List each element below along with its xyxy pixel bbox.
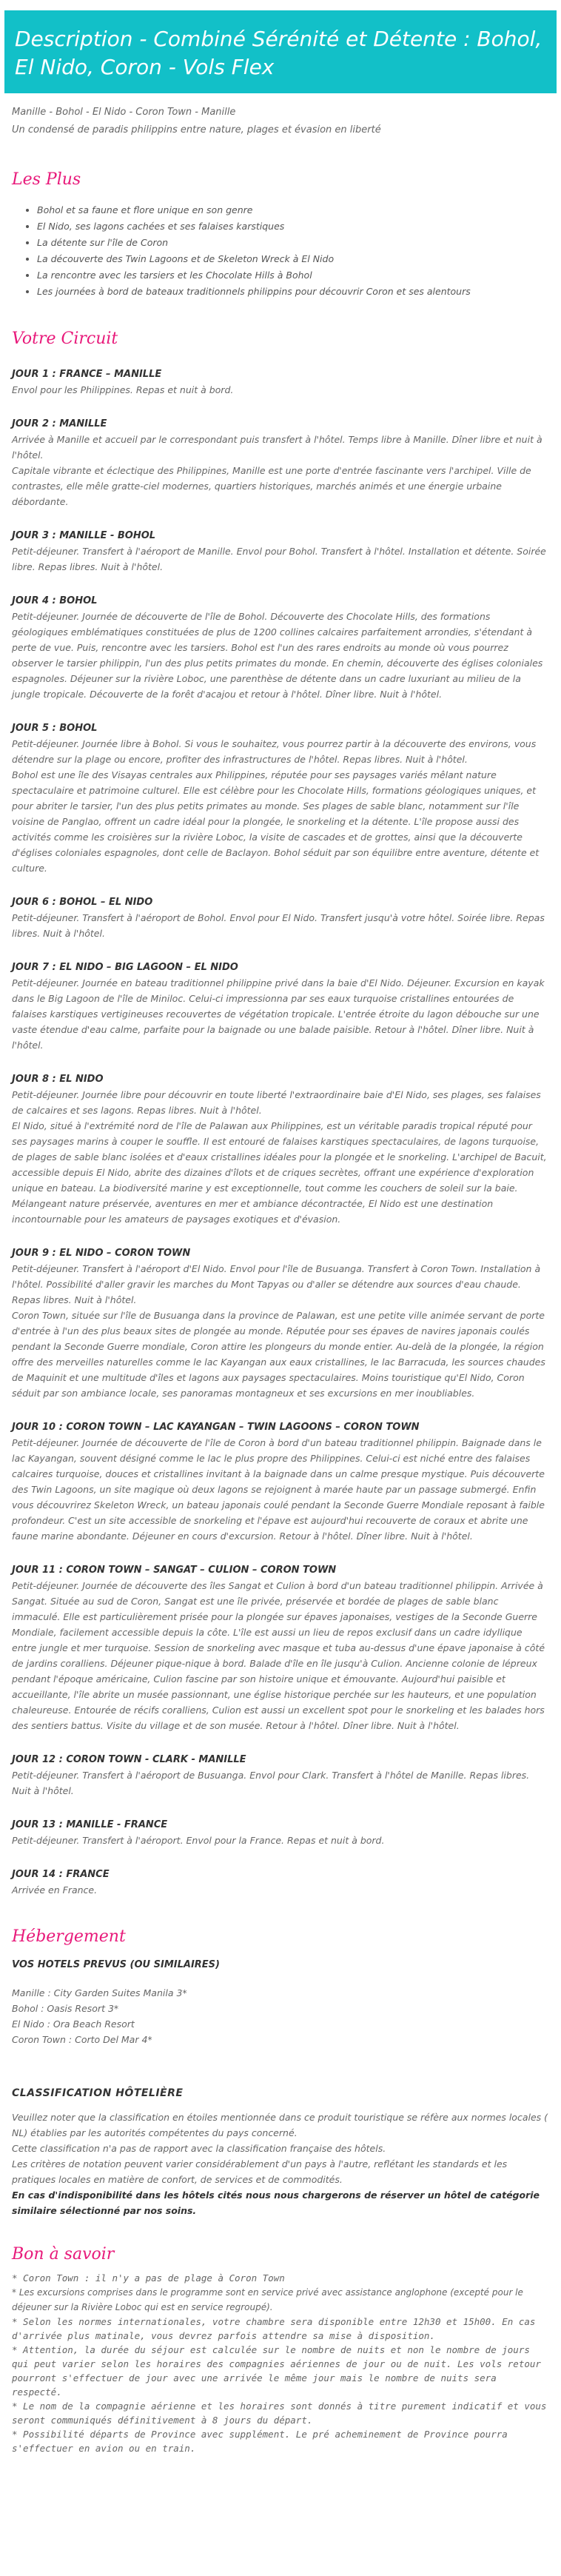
day-block — [12, 1246, 549, 1401]
plus-list — [12, 202, 549, 300]
day-title: JOUR 4 : BOHOL — [12, 595, 98, 606]
day-title: JOUR 6 : BOHOL – EL NIDO — [12, 897, 153, 908]
day-description: Arrivée en France. — [12, 1884, 98, 1896]
plus-item: • Bohol et sa faune et flore unique en son genre — [37, 202, 549, 218]
day-block — [12, 1818, 549, 1848]
day-block — [12, 895, 549, 941]
bon-a-savoir-notes — [12, 2271, 549, 2455]
classification-heading: CLASSIFICATION HÔTELIÈRE — [12, 2087, 184, 2099]
day-title: JOUR 8 : EL NIDO — [12, 1074, 104, 1085]
day-title: JOUR 3 : MANILLE - BOHOL — [12, 530, 156, 541]
day-description: Petit-déjeuner. Journée de découverte de l'île de Bohol. Découverte des Chocolate Hills, des formations géologiques emblématiques constituées de plus de 1200 collines calcaires parfaitement arrondies, s'étendant à perte de vue. Puis, rencontre avec les tarsiers. Bohol est l'un des rares endroits au monde où vous pourrez observer le tarsier philippin, l'un des plus petits primates du monde. En chemin, découverte des églises coloniales espagnoles. Déjeuner sur la rivière Loboc, une parenthèse de détente dans un cadre luxuriant au milieu de la jungle tropicale. Découverte de la forêt d'acajou et retour à l'hôtel. Dîner libre. Nuit à l'hôtel. — [12, 611, 543, 700]
day-block — [12, 1563, 549, 1733]
day-title: JOUR 2 : MANILLE — [12, 418, 107, 429]
plus-item: • El Nido, ses lagons cachées et ses falaises karstiques — [37, 218, 549, 235]
day-description: Petit-déjeuner. Journée de découverte des îles Sangat et Culion à bord d'un bateau traditionnel philippin. Arrivée à Sangat. Située au sud de Coron, Sangat est une île privée, préservée et bordée de plages de sable blanc immaculé. Elle est particulièrement prisée pour la plongée sur épaves japonaises, vestiges de la Seconde Guerre Mondiale, facilement accessible depuis la côte. L'île est aussi un lieu de repos exclusif dans un cadre idyllique entre jungle et mer turquoise. Session de snorkeling avec masque et tuba au-dessus d'une épave japonaise à côté de jardins coralliens. Déjeuner pique-nique à bord. Balade d'île en île jusqu'à Culion. Ancienne colonie de lépreux pendant l'époque américaine, Culion fascine par son histoire unique et émouvante. Aujourd'hui paisible et accueillante, l'île abrite un musée passionnant, une église historique perchée sur les hauteurs, et une population chaleureuse. Entourée de récifs coralliens, Culion est aussi un excellent spot pour le snorkeling et les balades hors des sentiers battus. Visite du village et de son musée. Retour à l'hôtel. Dîner libre. Nuit à l'hôtel. — [12, 1580, 545, 1731]
classification-paragraph: Les critères de notation peuvent varier considérablement d'un pays à l'autre, reflétant les standards et les pratiques locales en matière de confort, de services et de commodités. — [12, 2158, 508, 2185]
classification-note: En cas d'indisponibilité dans les hôtels cités nous nous chargerons de réserver un hôtel de catégorie similaire sélectionné par nos soins. — [12, 2189, 540, 2216]
day-description: Petit-déjeuner. Transfert à l'aéroport de Bohol. Envol pour El Nido. Transfert jusqu'à votre hôtel. Soirée libre. Repas libres. Nuit à l'hôtel. — [12, 912, 545, 939]
day-description: Petit-déjeuner. Journée de découverte de l'île de Coron à bord d'un bateau traditionnel philippin. Baignade dans le lac Kayangan, souvent désigné comme le lac le plus propre des Philippines. Celui-ci est niché entre des falaises calcaires turquoise, douces et cristallines invitant à la baignade dans un calme presque mystique. Puis découverte des Twin Lagoons, un site magique où deux lagons se rejoignent à marée haute par un passage submergé. Enfin vous découvrirez Skeleton Wreck, un bateau japonais coulé pendant la Seconde Guerre Mondiale reposant à faible profondeur. C'est un site accessible de snorkeling et l'épave est aujourd'hui recouverte de coraux et abrite une faune marine abondante. Déjeuner en cours d'excursion. Retour à l'hôtel. Dîner libre. Nuit à l'hôtel. — [12, 1437, 545, 1542]
main-content — [0, 105, 561, 2463]
day-title: JOUR 1 : FRANCE – MANILLE — [12, 369, 162, 380]
bon-a-savoir-heading: Bon à savoir — [12, 2245, 115, 2264]
day-description: Petit-déjeuner. Journée libre pour découvrir en toute liberté l'extraordinaire baie d'El Nido, ses plages, ses falaises de calcaires et ses lagons. Repas libres. Nuit à l'hôtel. — [12, 1089, 541, 1116]
day-block — [12, 1867, 549, 1898]
note-item: * Coron Town : il n'y a pas de plage à Coron Town — [12, 2272, 285, 2284]
hotel-line: El Nido : Ora Beach Resort — [12, 2018, 135, 2030]
classification-paragraph: Veuillez noter que la classification en étoiles mentionnée dans ce produit touristique se réfère aux normes locales ( NL) établies par les autorités compétentes du pays concerné. — [12, 2112, 548, 2138]
hotel-line: Coron Town : Corto Del Mar 4* — [12, 2034, 152, 2045]
day-description: Petit-déjeuner. Transfert à l'aéroport de Manille. Envol pour Bohol. Transfert à l'hôtel. Installation et détente. Soirée libre. Repas libres. Nuit à l'hôtel. — [12, 546, 546, 572]
page-title: Description - Combiné Sérénité et Détente : Bohol, El Nido, Coron - Vols Flex — [15, 27, 542, 79]
hotel-line: Bohol : Oasis Resort 3* — [12, 2003, 119, 2014]
itinerary — [12, 367, 549, 1898]
hotel-line: Manille : City Garden Suites Manila 3* — [12, 1987, 187, 1998]
plus-item: • La rencontre avec les tarsiers et les Chocolate Hills à Bohol — [37, 267, 549, 284]
note-item: * Selon les normes internationales, votre chambre sera disponible entre 12h30 et 15h00. En cas d'arrivée plus matinale, vous devrez parfois attendre sa mise à disposition. — [12, 2316, 536, 2341]
day-description: El Nido, situé à l'extrémité nord de l'île de Palawan aux Philippines, est un véritable paradis tropical réputé pour ses paysages marins à couper le souffle. Il est entouré de falaises karstiques spectaculaires, de lagons turquoise, de plages de sable blanc isolées et d'eaux cristallines idéales pour la plongée et le snorkeling. L'archipel de Bacuit, accessible depuis El Nido, abrite des dizaines d'îlots et de criques secrètes, offrant une expérience d'exploration unique en bateau. La biodiversité marine y est exceptionnelle, tout comme les couchers de soleil sur la baie. Mélangeant nature préservée, aventures en mer et ambiance décontractée, El Nido est une destination incontournable pour les amateurs de paysages exotiques et d'évasion. — [12, 1120, 547, 1225]
day-title: JOUR 5 : BOHOL — [12, 723, 98, 734]
day-description: Petit-déjeuner. Transfert à l'aéroport. Envol pour la France. Repas et nuit à bord. — [12, 1835, 385, 1846]
day-description: Capitale vibrante et éclectique des Philippines, Manille est une porte d'entrée fascinante vers l'archipel. Ville de contrastes, elle mêle gratte-ciel modernes, quartiers historiques, marchés animés et une énergie urbaine débordante. — [12, 465, 531, 507]
day-description: Petit-déjeuner. Transfert à l'aéroport de Busuanga. Envol pour Clark. Transfert à l'hôtel de Manille. Repas libres. Nuit à l'hôtel. — [12, 1770, 530, 1796]
note-item: * Le nom de la compagnie aérienne et les horaires sont donnés à titre purement indicatif et vous seront communiqués définitivement à 8 jours du départ. — [12, 2401, 547, 2426]
note-item: * Les excursions comprises dans le programme sont en service privé avec assistance anglophone (excepté pour le déjeuner sur la Rivière Loboc qui est en service regroupé). — [12, 2287, 523, 2312]
day-block — [12, 594, 549, 702]
page — [0, 10, 561, 2463]
day-block — [12, 1753, 549, 1799]
day-block — [12, 1072, 549, 1227]
day-title: JOUR 7 : EL NIDO – BIG LAGOON – EL NIDO — [12, 962, 238, 973]
circuit-heading: Votre Circuit — [12, 329, 118, 348]
day-description: Bohol est une île des Visayas centrales aux Philippines, réputée pour ses paysages variés mêlant nature spectaculaire et patrimoine culturel. Elle est célèbre pour les Chocolate Hills, formations géologiques uniques, et pour abriter le tarsier, l'un des plus petits primates au monde. Ses plages de sable blanc, notamment sur l'île voisine de Panglao, offrent un cadre idéal pour la plongée, le snorkeling et la détente. L'île propose aussi des activités comme les croisières sur la rivière Loboc, la visite de cascades et de grottes, ainsi que la découverte d'églises coloniales espagnoles, dont celle de Baclayon. Bohol séduit par son équilibre entre aventure, détente et culture. — [12, 769, 540, 874]
hebergement-heading: Hébergement — [12, 1927, 126, 1946]
classification-text — [12, 2110, 549, 2187]
day-title: JOUR 9 : EL NIDO – CORON TOWN — [12, 1248, 191, 1259]
day-description: Coron Town, située sur l'île de Busuanga dans la province de Palawan, est une petite ville animée servant de porte d'entrée à l'un des plus beaux sites de plongée au monde. Réputée pour ses épaves de navires japonais coulés pendant la Seconde Guerre mondiale, Coron attire les plongeurs du monde entier. Au-delà de la plongée, la région offre des merveilles naturelles comme le lac Kayangan aux eaux cristallines, le lac Barracuda, les sources chaudes de Maquinit et une multitude d'îles et lagons aux paysages spectaculaires. Moins touristique qu'El Nido, Coron séduit par son ambiance locale, ses panoramas montagneux et ses excursions en mer inoubliables. — [12, 1310, 545, 1399]
day-block — [12, 417, 549, 509]
day-title: JOUR 12 : CORON TOWN - CLARK - MANILLE — [12, 1754, 246, 1765]
classification-paragraph: Cette classification n'a pas de rapport avec la classification française des hôtels. — [12, 2143, 386, 2154]
day-description: Petit-déjeuner. Transfert à l'aéroport d'El Nido. Envol pour l'île de Busuanga. Transfert à Coron Town. Installation à l'hôtel. Possibilité d'aller gravir les marches du Mont Tapyas ou d'aller se détendre aux sources d'eau chaude. Repas libres. Nuit à l'hôtel. — [12, 1263, 541, 1305]
title-banner — [4, 10, 557, 93]
day-title: JOUR 14 : FRANCE — [12, 1869, 110, 1880]
tagline: Un condensé de paradis philippins entre nature, plages et évasion en liberté — [12, 124, 381, 136]
hotels-subheading: VOS HOTELS PREVUS (OU SIMILAIRES) — [12, 1959, 220, 1970]
day-block — [12, 367, 549, 398]
day-block — [12, 960, 549, 1053]
plus-item: • La détente sur l'île de Coron — [37, 235, 549, 251]
day-block — [12, 721, 549, 876]
hotel-list — [12, 1985, 549, 2047]
day-description: Petit-déjeuner. Journée en bateau traditionnel philippine privé dans la baie d'El Nido. Déjeuner. Excursion en kayak dans le Big Lagoon de l'île de Miniloc. Celui-ci impressionna par ses eaux turquoise cristallines entourées de falaises karstiques vertigineuses recouvertes de végétation tropicale. L'entrée étroite du lagon débouche sur une vaste étendue d'eau calme, parfaite pour la baignade ou une balade paisible. Retour à l'hôtel. Dîner libre. Nuit à l'hôtel. — [12, 977, 545, 1051]
day-description: Envol pour les Philippines. Repas et nuit à bord. — [12, 384, 234, 395]
plus-item: • La découverte des Twin Lagoons et de Skeleton Wreck à El Nido — [37, 251, 549, 267]
day-title: JOUR 10 : CORON TOWN – LAC KAYANGAN – TWIN LAGOONS – CORON TOWN — [12, 1422, 420, 1433]
day-title: JOUR 13 : MANILLE - FRANCE — [12, 1819, 168, 1830]
day-description: Petit-déjeuner. Journée libre à Bohol. Si vous le souhaitez, vous pourrez partir à la découverte des environs, vous détendre sur la plage ou encore, profiter des infrastructures de l'hôtel. Repas libres. Nuit à l'hôtel. — [12, 738, 537, 765]
note-item: * Attention, la durée du séjour est calculée sur le nombre de nuits et non le nombre de jours qui peut varier selon les horaires des compagnies aériennes de jour ou de nuit. Les vols retour pourront s'effectuer de jour avec une arrivée le même jour mais le nombre de nuits sera respecté. — [12, 2344, 541, 2398]
day-title: JOUR 11 : CORON TOWN – SANGAT – CULION – CORON TOWN — [12, 1565, 337, 1576]
route-line: Manille - Bohol - El Nido - Coron Town - Manille — [12, 107, 236, 118]
plus-item: • Les journées à bord de bateaux traditionnels philippins pour découvrir Coron et ses alentours — [37, 284, 549, 300]
day-block — [12, 529, 549, 575]
day-block — [12, 1420, 549, 1544]
day-description: Arrivée à Manille et accueil par le correspondant puis transfert à l'hôtel. Temps libre à Manille. Dîner libre et nuit à l'hôtel. — [12, 434, 542, 461]
note-item: * Possibilité départs de Province avec supplément. Le pré acheminement de Province pourra s'effectuer en avion ou en train. — [12, 2429, 508, 2454]
plus-heading: Les Plus — [12, 170, 81, 189]
